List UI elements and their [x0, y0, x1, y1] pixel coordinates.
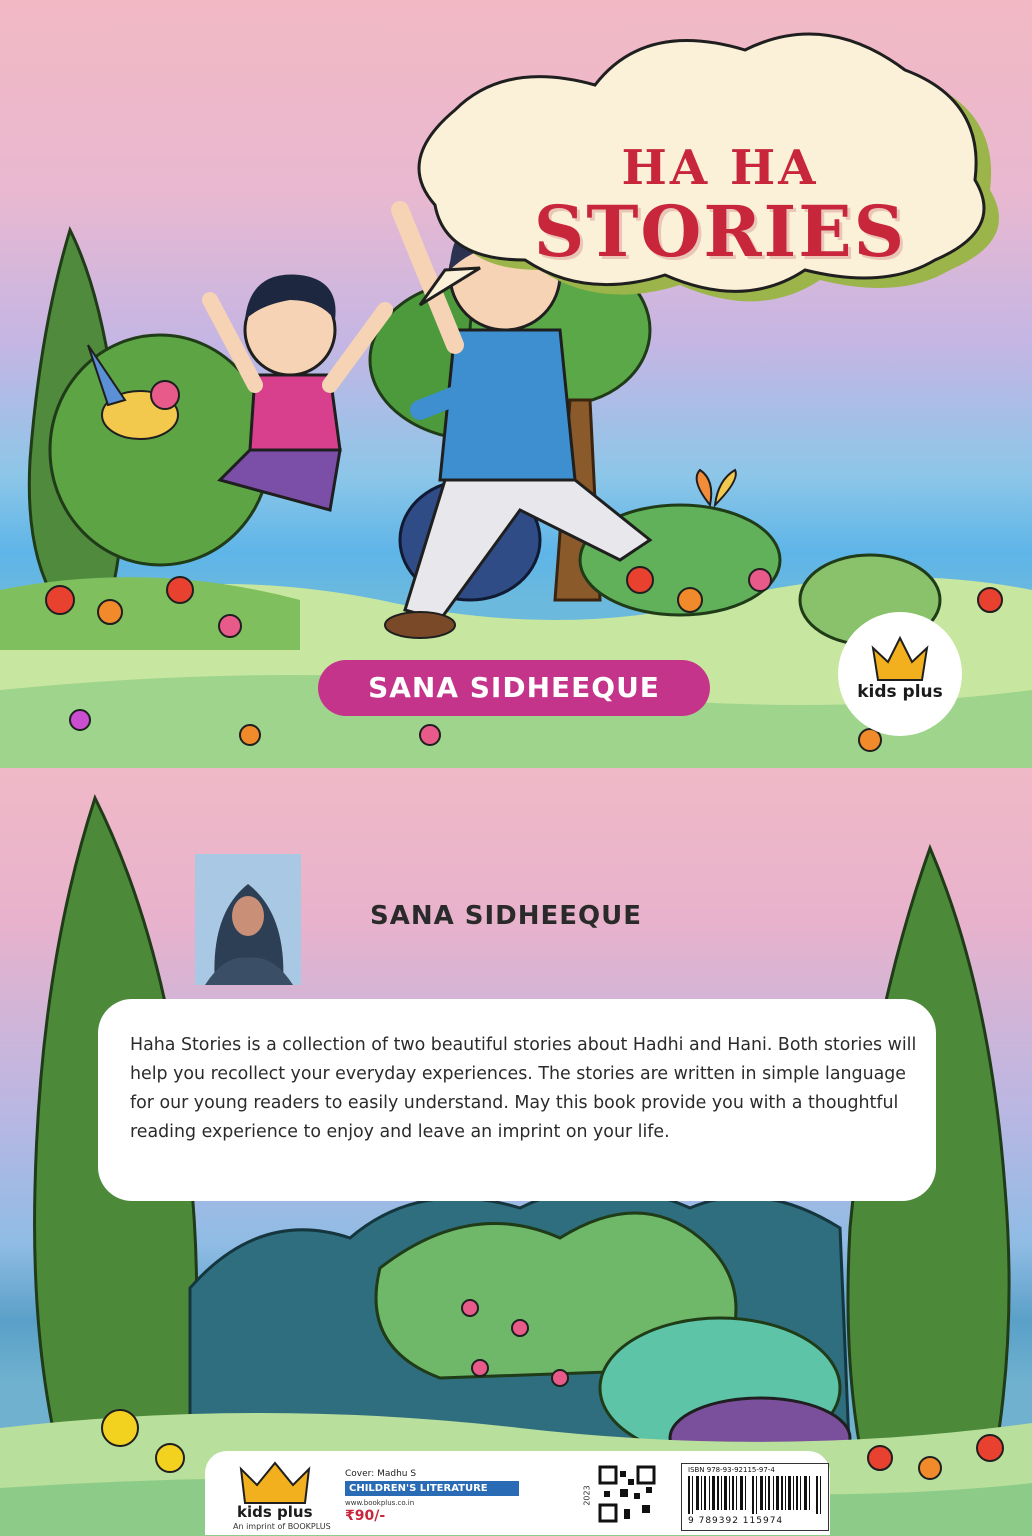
category-label: CHILDREN'S LITERATURE	[345, 1481, 519, 1496]
author-photo	[195, 854, 301, 985]
barcode-block	[681, 1463, 829, 1531]
cover-credit: Cover: Madhu S	[345, 1469, 417, 1479]
imprint-note: An imprint of BOOKPLUS	[233, 1522, 331, 1531]
book-title-line2: STORIES	[533, 190, 907, 273]
price: ₹90/-	[345, 1508, 386, 1524]
book-blurb: Haha Stories is a collection of two beautiful stories about Hadhi and Hani. Both stories will help you recollect your everyday experiences. The stories are written in simple language for our young readers to easily understand. May this book provide you with a thoughtful reading experience to enjoy and leave an imprint on your life.	[130, 1035, 917, 1142]
back-publisher-logo-text: kids plus	[237, 1503, 313, 1521]
isbn-text: ISBN 978-93-92115-97-4	[688, 1466, 775, 1474]
publisher-website: www.bookplus.co.in	[345, 1499, 415, 1507]
author-portrait-illustration	[195, 854, 301, 985]
title-bubble	[440, 50, 1000, 280]
butterfly-illustration	[697, 470, 736, 505]
publisher-logo-badge	[838, 612, 962, 736]
crown-icon	[235, 1459, 315, 1509]
qr-code-icon	[598, 1465, 656, 1523]
blurb-panel	[98, 999, 936, 1201]
front-author-name: SANA SIDHEEQUE	[318, 660, 710, 716]
barcode-icon	[688, 1476, 822, 1514]
back-author-name: SANA SIDHEEQUE	[370, 901, 643, 931]
print-year: 2023	[582, 1485, 592, 1506]
barcode-panel	[205, 1451, 830, 1535]
barcode-digits: 9 789392 115974	[688, 1516, 784, 1526]
publisher-logo-text: kids plus	[857, 682, 943, 702]
back-cover	[0, 768, 1032, 1536]
crown-icon	[838, 620, 962, 690]
book-title-line1: HA HA	[621, 140, 819, 196]
